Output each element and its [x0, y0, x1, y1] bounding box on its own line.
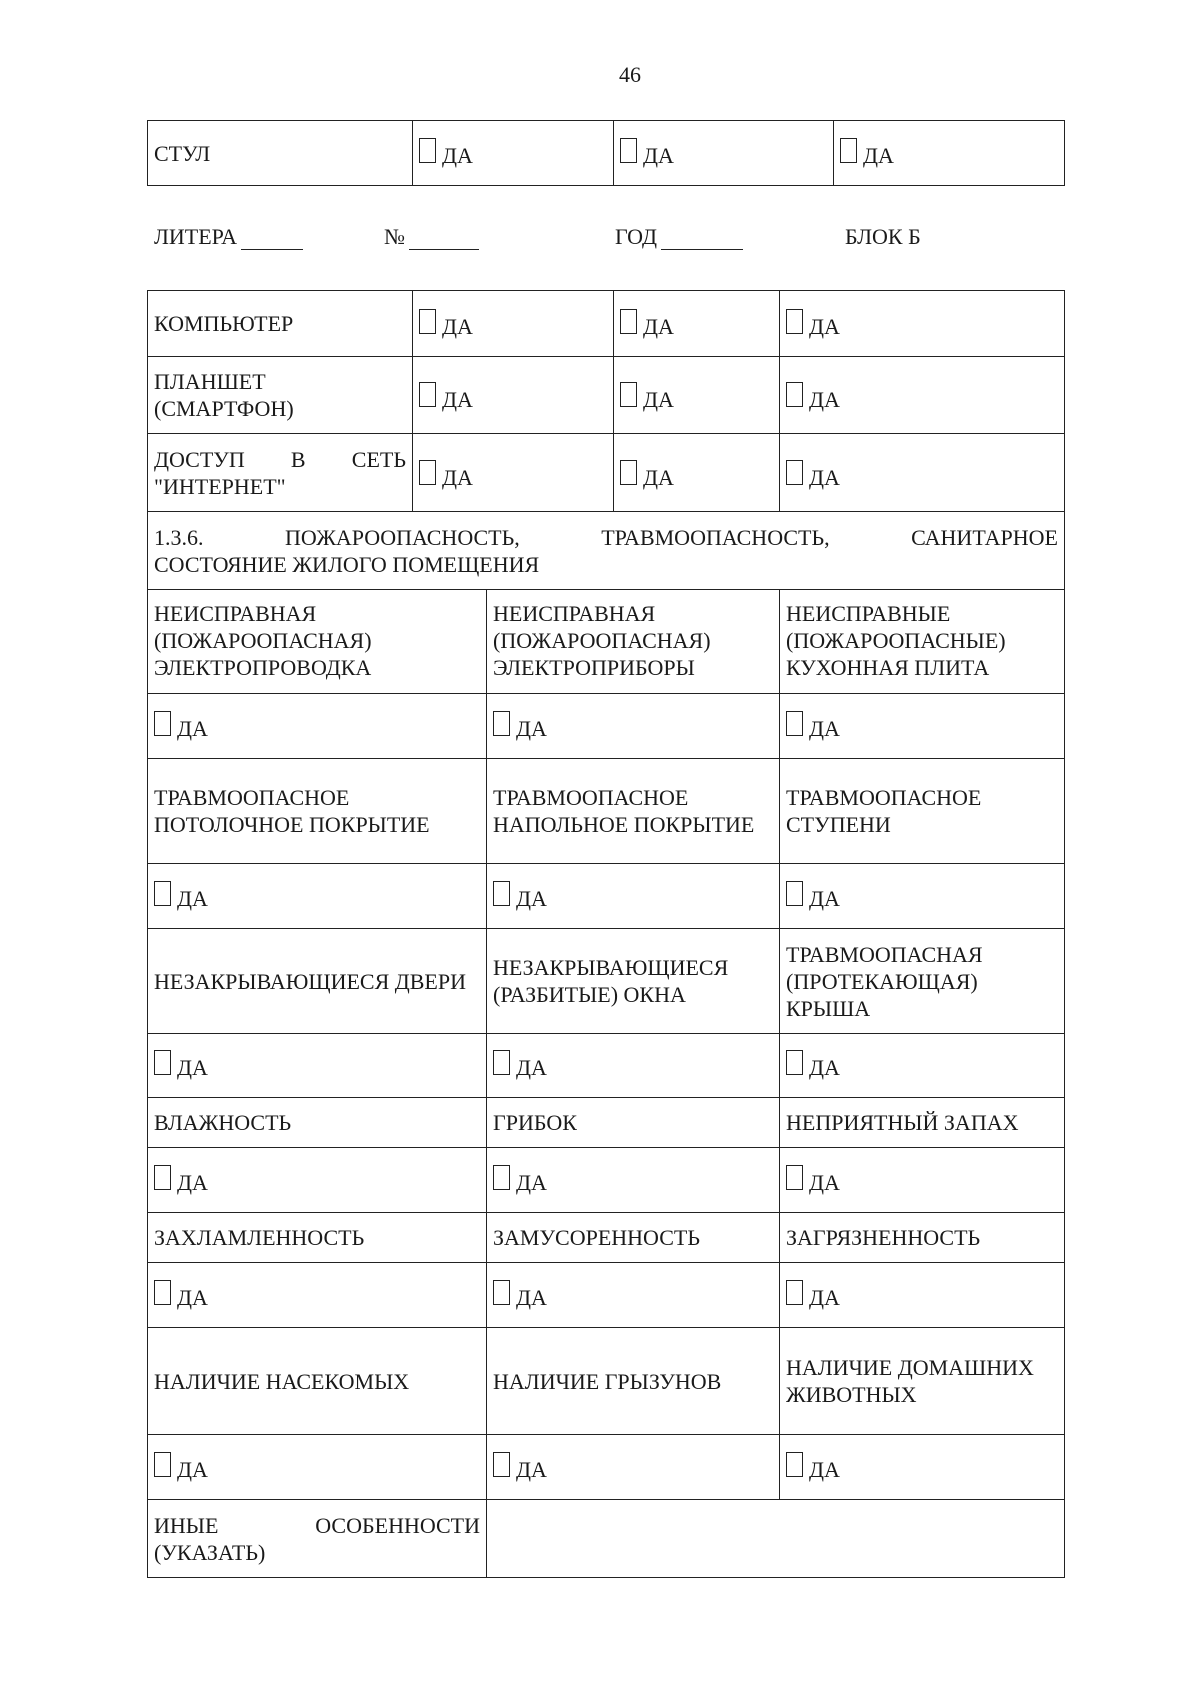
hazard-label: ЗАМУСОРЕННОСТЬ: [487, 1213, 780, 1263]
hazard-label: ЗАГРЯЗНЕННОСТЬ: [780, 1213, 1065, 1263]
table-row: [148, 1098, 1065, 1148]
hazard-label: ЗАХЛАМЛЕННОСТЬ: [148, 1213, 487, 1263]
table-row: [148, 121, 1065, 186]
hazard-label: ТРАВМООПАСНОЕ НАПОЛЬНОЕ ПОКРЫТИЕ: [487, 759, 780, 864]
hazard-label: НЕИСПРАВНЫЕ (ПОЖАРООПАСНЫЕ) КУХОННАЯ ПЛИТА: [780, 590, 1065, 694]
checkbox-label: ДА: [516, 1055, 547, 1080]
litera-field[interactable]: [241, 227, 303, 250]
yes-checkbox[interactable]: [154, 1169, 208, 1196]
checkbox-square-icon: [493, 1050, 510, 1075]
checkbox-square-icon: [493, 881, 510, 906]
yes-checkbox[interactable]: [840, 142, 894, 169]
checkbox-square-icon: [493, 1280, 510, 1305]
checkbox-label: ДА: [516, 716, 547, 741]
checkbox-square-icon: [786, 881, 803, 906]
checkbox-square-icon: [154, 1050, 171, 1075]
meta-number: [384, 224, 479, 250]
checkbox-label: ДА: [442, 314, 473, 339]
yes-checkbox[interactable]: [154, 885, 208, 912]
checkbox-label: ДА: [177, 1055, 208, 1080]
row-label-line: ПЛАНШЕТ: [154, 369, 266, 394]
checkbox-square-icon: [493, 1165, 510, 1190]
checkbox-square-icon: [154, 1280, 171, 1305]
hazard-label: НЕИСПРАВНАЯ (ПОЖАРООПАСНАЯ) ЭЛЕКТРОПРОВОДКА: [148, 590, 487, 694]
table-row: [148, 1034, 1065, 1098]
yes-checkbox[interactable]: [419, 313, 473, 340]
checkbox-label: ДА: [643, 465, 674, 490]
checkbox-label: ДА: [809, 314, 840, 339]
yes-checkbox[interactable]: [620, 386, 674, 413]
other-label-line: ИНЫЕ ОСОБЕННОСТИ: [154, 1512, 480, 1538]
checkbox-square-icon: [154, 1452, 171, 1477]
year-label: ГОД: [615, 224, 657, 249]
yes-checkbox[interactable]: [786, 1284, 840, 1311]
row-label-line: (СМАРТФОН): [154, 396, 294, 421]
row-label: СТУЛ: [148, 121, 413, 186]
checkbox-label: ДА: [516, 1457, 547, 1482]
other-value-field[interactable]: [487, 1500, 1065, 1578]
table-row: [148, 590, 1065, 694]
checkbox-label: ДА: [516, 886, 547, 911]
table-row: [148, 1328, 1065, 1435]
table-row: [148, 1263, 1065, 1328]
main-table: [147, 290, 1065, 1578]
yes-checkbox[interactable]: [786, 1054, 840, 1081]
checkbox-square-icon: [786, 460, 803, 485]
checkbox-square-icon: [786, 1452, 803, 1477]
number-label: №: [384, 224, 405, 249]
yes-checkbox[interactable]: [786, 1456, 840, 1483]
hazard-label: НЕИСПРАВНАЯ (ПОЖАРООПАСНАЯ) ЭЛЕКТРОПРИБОРЫ: [487, 590, 780, 694]
yes-checkbox[interactable]: [620, 464, 674, 491]
yes-checkbox[interactable]: [154, 1456, 208, 1483]
checkbox-square-icon: [493, 711, 510, 736]
checkbox-label: ДА: [442, 465, 473, 490]
row-label-line: "ИНТЕРНЕТ": [154, 473, 286, 499]
checkbox-label: ДА: [809, 387, 840, 412]
table-row: [148, 1435, 1065, 1500]
yes-checkbox[interactable]: [493, 715, 547, 742]
yes-checkbox[interactable]: [154, 1284, 208, 1311]
yes-checkbox[interactable]: [419, 464, 473, 491]
checkbox-square-icon: [786, 1050, 803, 1075]
yes-checkbox[interactable]: [493, 885, 547, 912]
yes-checkbox[interactable]: [786, 386, 840, 413]
checkbox-label: ДА: [643, 143, 674, 168]
checkbox-label: ДА: [516, 1170, 547, 1195]
checkbox-label: ДА: [177, 1285, 208, 1310]
yes-checkbox[interactable]: [154, 1054, 208, 1081]
checkbox-square-icon: [840, 138, 857, 163]
checkbox-square-icon: [154, 711, 171, 736]
section-row: [148, 512, 1065, 590]
meta-block: БЛОК Б: [845, 224, 921, 249]
hazard-label: НАЛИЧИЕ ГРЫЗУНОВ: [487, 1328, 780, 1435]
yes-checkbox[interactable]: [786, 313, 840, 340]
section-title-line: 1.3.6. ПОЖАРООПАСНОСТЬ, ТРАВМООПАСНОСТЬ, САНИТАРНОЕ: [154, 524, 1058, 550]
checkbox-label: ДА: [442, 387, 473, 412]
checkbox-label: ДА: [177, 1170, 208, 1195]
checkbox-label: ДА: [809, 1055, 840, 1080]
yes-checkbox[interactable]: [419, 386, 473, 413]
section-title: [148, 512, 1065, 590]
row-label-line: ДОСТУП В СЕТЬ: [154, 446, 406, 472]
checkbox-label: ДА: [863, 143, 894, 168]
table-row: [148, 929, 1065, 1034]
table-row: [148, 864, 1065, 929]
table-row: [148, 1148, 1065, 1213]
checkbox-label: ДА: [177, 1457, 208, 1482]
checkbox-square-icon: [493, 1452, 510, 1477]
yes-checkbox[interactable]: [493, 1169, 547, 1196]
table-row: [148, 1500, 1065, 1578]
checkbox-square-icon: [419, 382, 436, 407]
yes-checkbox[interactable]: [493, 1284, 547, 1311]
table-row: [148, 291, 1065, 357]
row-label: КОМПЬЮТЕР: [148, 291, 413, 357]
table-row: [148, 694, 1065, 759]
checkbox-square-icon: [786, 309, 803, 334]
checkbox-square-icon: [620, 138, 637, 163]
checkbox-square-icon: [620, 382, 637, 407]
checkbox-square-icon: [419, 460, 436, 485]
yes-checkbox[interactable]: [620, 142, 674, 169]
number-field[interactable]: [409, 227, 479, 250]
checkbox-label: ДА: [809, 1285, 840, 1310]
checkbox-square-icon: [620, 309, 637, 334]
checkbox-label: ДА: [177, 886, 208, 911]
table-row: [148, 759, 1065, 864]
checkbox-square-icon: [786, 711, 803, 736]
hazard-label: НЕПРИЯТНЫЙ ЗАПАХ: [780, 1098, 1065, 1148]
checkbox-label: ДА: [809, 1170, 840, 1195]
checkbox-label: ДА: [177, 716, 208, 741]
checkbox-label: ДА: [442, 143, 473, 168]
meta-litera: [154, 224, 303, 250]
checkbox-square-icon: [620, 460, 637, 485]
year-field[interactable]: [661, 227, 743, 250]
other-label: [148, 1500, 487, 1578]
yes-checkbox[interactable]: [786, 1169, 840, 1196]
litera-label: ЛИТЕРА: [154, 224, 237, 249]
checkbox-label: ДА: [643, 387, 674, 412]
checkbox-label: ДА: [809, 886, 840, 911]
checkbox-square-icon: [154, 1165, 171, 1190]
checkbox-label: ДА: [516, 1285, 547, 1310]
yes-checkbox[interactable]: [786, 885, 840, 912]
checkbox-label: ДА: [643, 314, 674, 339]
table-row: [148, 1213, 1065, 1263]
checkbox-square-icon: [786, 1280, 803, 1305]
hazard-label: ВЛАЖНОСТЬ: [148, 1098, 487, 1148]
hazard-label: НЕЗАКРЫВАЮЩИЕСЯ (РАЗБИТЫЕ) ОКНА: [487, 929, 780, 1034]
checkbox-square-icon: [419, 138, 436, 163]
table-row: [148, 434, 1065, 512]
furniture-table: [147, 120, 1065, 186]
checkbox-square-icon: [786, 1165, 803, 1190]
hazard-label: ГРИБОК: [487, 1098, 780, 1148]
row-label: [148, 434, 413, 512]
row-label: [148, 357, 413, 434]
hazard-label: ТРАВМООПАСНОЕ ПОТОЛОЧНОЕ ПОКРЫТИЕ: [148, 759, 487, 864]
checkbox-label: ДА: [809, 716, 840, 741]
section-title-line: СОСТОЯНИЕ ЖИЛОГО ПОМЕЩЕНИЯ: [154, 551, 540, 577]
yes-checkbox[interactable]: [419, 142, 473, 169]
yes-checkbox[interactable]: [154, 715, 208, 742]
checkbox-label: ДА: [809, 465, 840, 490]
checkbox-square-icon: [154, 881, 171, 906]
yes-checkbox[interactable]: [493, 1054, 547, 1081]
yes-checkbox[interactable]: [493, 1456, 547, 1483]
checkbox-label: ДА: [809, 1457, 840, 1482]
other-label-line: (УКАЗАТЬ): [154, 1539, 266, 1565]
hazard-label: НАЛИЧИЕ НАСЕКОМЫХ: [148, 1328, 487, 1435]
hazard-label: НЕЗАКРЫВАЮЩИЕСЯ ДВЕРИ: [148, 929, 487, 1034]
yes-checkbox[interactable]: [786, 715, 840, 742]
hazard-label: НАЛИЧИЕ ДОМАШНИХ ЖИВОТНЫХ: [780, 1328, 1065, 1435]
yes-checkbox[interactable]: [620, 313, 674, 340]
checkbox-square-icon: [786, 382, 803, 407]
meta-year: [615, 224, 743, 250]
hazard-label: ТРАВМООПАСНАЯ (ПРОТЕКАЮЩАЯ) КРЫША: [780, 929, 1065, 1034]
yes-checkbox[interactable]: [786, 464, 840, 491]
table-row: [148, 357, 1065, 434]
checkbox-square-icon: [419, 309, 436, 334]
page-number: 46: [619, 62, 641, 87]
hazard-label: ТРАВМООПАСНОЕ СТУПЕНИ: [780, 759, 1065, 864]
